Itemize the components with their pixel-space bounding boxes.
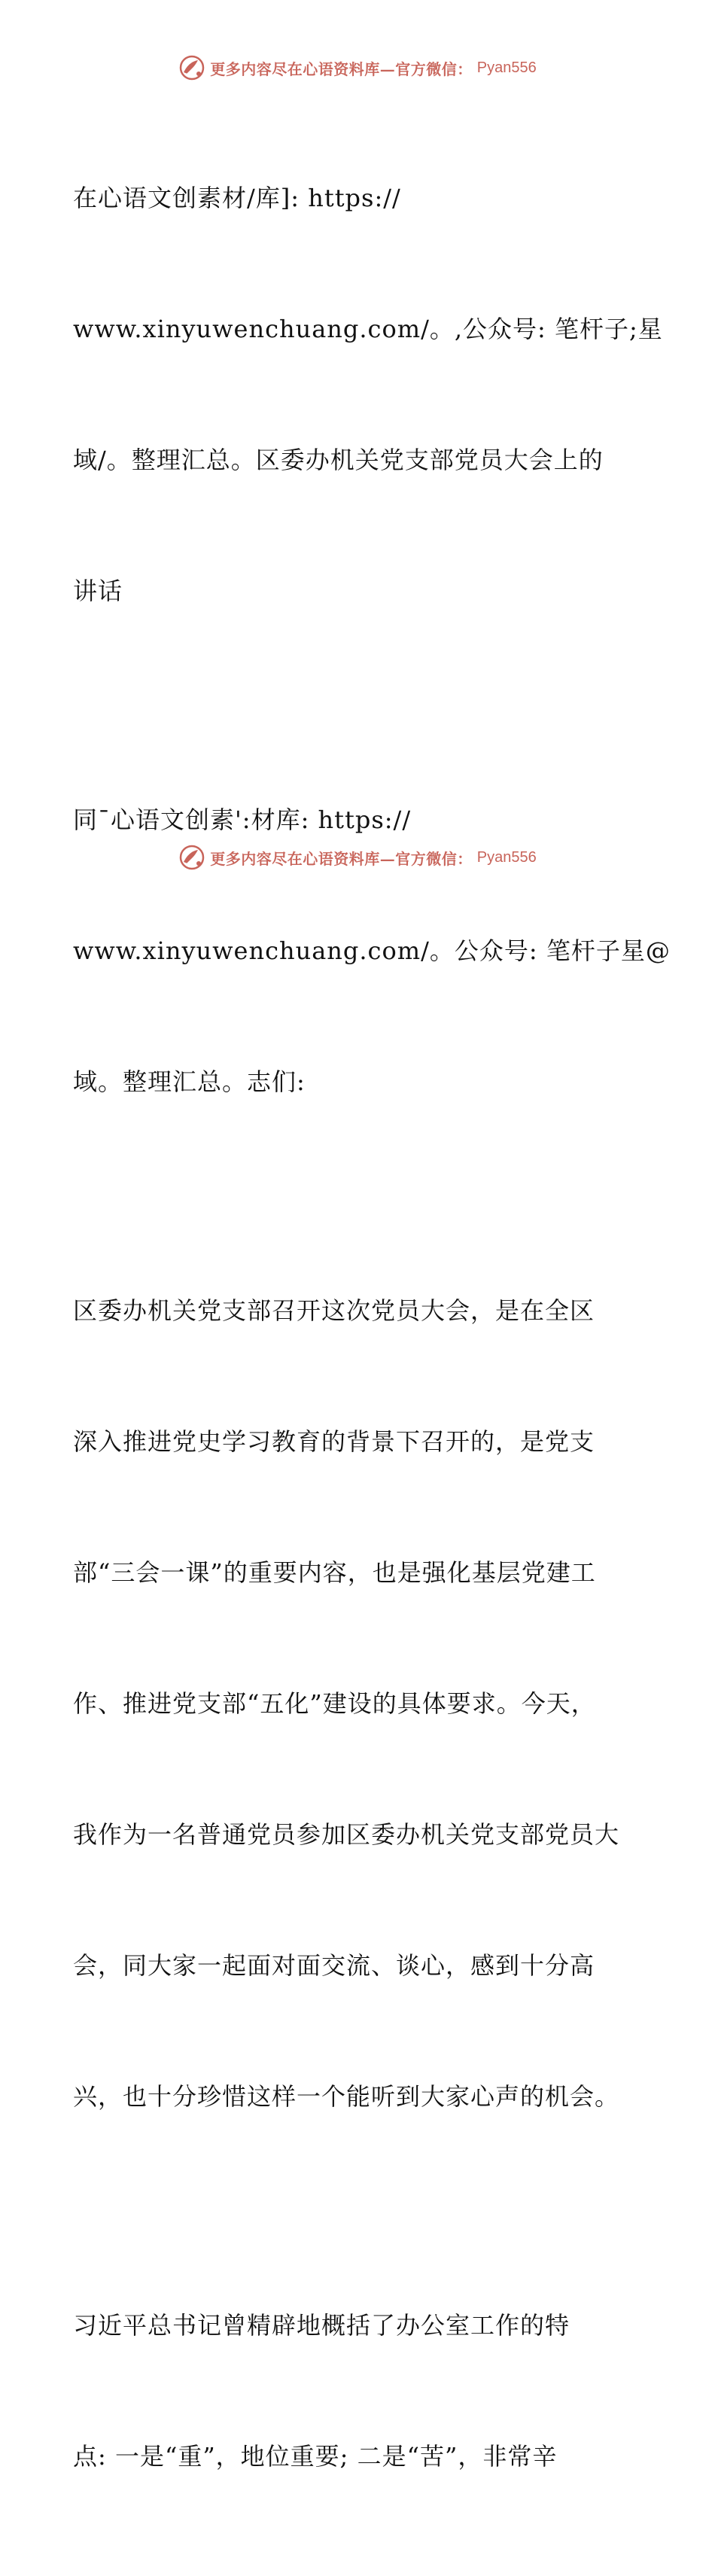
text-line: 同¯心语文创素':材库: https:// (73, 805, 412, 834)
text-line: 会，同大家一起面对面交流、谈心，感到十分高 (73, 1951, 595, 1980)
text-line: www.xinyuwenchuang.com/。,公众号: 笔杆子;星 (73, 315, 663, 343)
text-line: 作、推进党支部“五化”建设的具体要求。今天， (73, 1689, 596, 1718)
banner-text: 更多内容尽在心语资料库—官方微信： (210, 849, 473, 868)
text-line: 习近平总书记曾精辟地概括了办公室工作的特 (73, 2311, 570, 2340)
wechat-id: Pyan556 (476, 848, 537, 866)
text-line: www.xinyuwenchuang.com/。公众号: 笔杆子星@ (73, 936, 671, 965)
text-line: 域/。整理汇总。区委办机关党支部党员大会上的 (73, 446, 604, 474)
text-line: 区委办机关党支部召开这次党员大会，是在全区 (73, 1296, 595, 1325)
banner-text: 更多内容尽在心语资料库—官方微信： (210, 59, 473, 78)
text-line: 兴，也十分珍惜这样一个能听到大家心声的机会。 (73, 2082, 620, 2111)
logo-icon (178, 54, 205, 81)
text-line: 部“三会一课”的重要内容，也是强化基层党建工 (73, 1558, 596, 1587)
header-banner (0, 51, 715, 84)
paragraph-1 (73, 89, 663, 700)
text-line: 深入推进党史学习教育的背景下召开的，是党支 (73, 1427, 595, 1456)
text-line: 我作为一名普通党员参加区委办机关党支部党员大 (73, 1820, 620, 1849)
wechat-id: Pyan556 (476, 59, 537, 76)
paragraph-2 (73, 711, 671, 1191)
text-line: 讲话 (73, 577, 123, 605)
footer-banner (0, 841, 715, 874)
paragraph-4 (73, 2216, 645, 2565)
document-body (73, 89, 671, 2576)
text-line: 点: 一是“重”，地位重要; 二是“苦”，非常辛 (73, 2442, 558, 2471)
text-line: 域。整理汇总。志们: (73, 1067, 306, 1096)
text-line: 在心语文创素材/库]: https:// (73, 184, 401, 212)
logo-icon (178, 844, 205, 871)
paragraph-3 (73, 1201, 645, 2206)
